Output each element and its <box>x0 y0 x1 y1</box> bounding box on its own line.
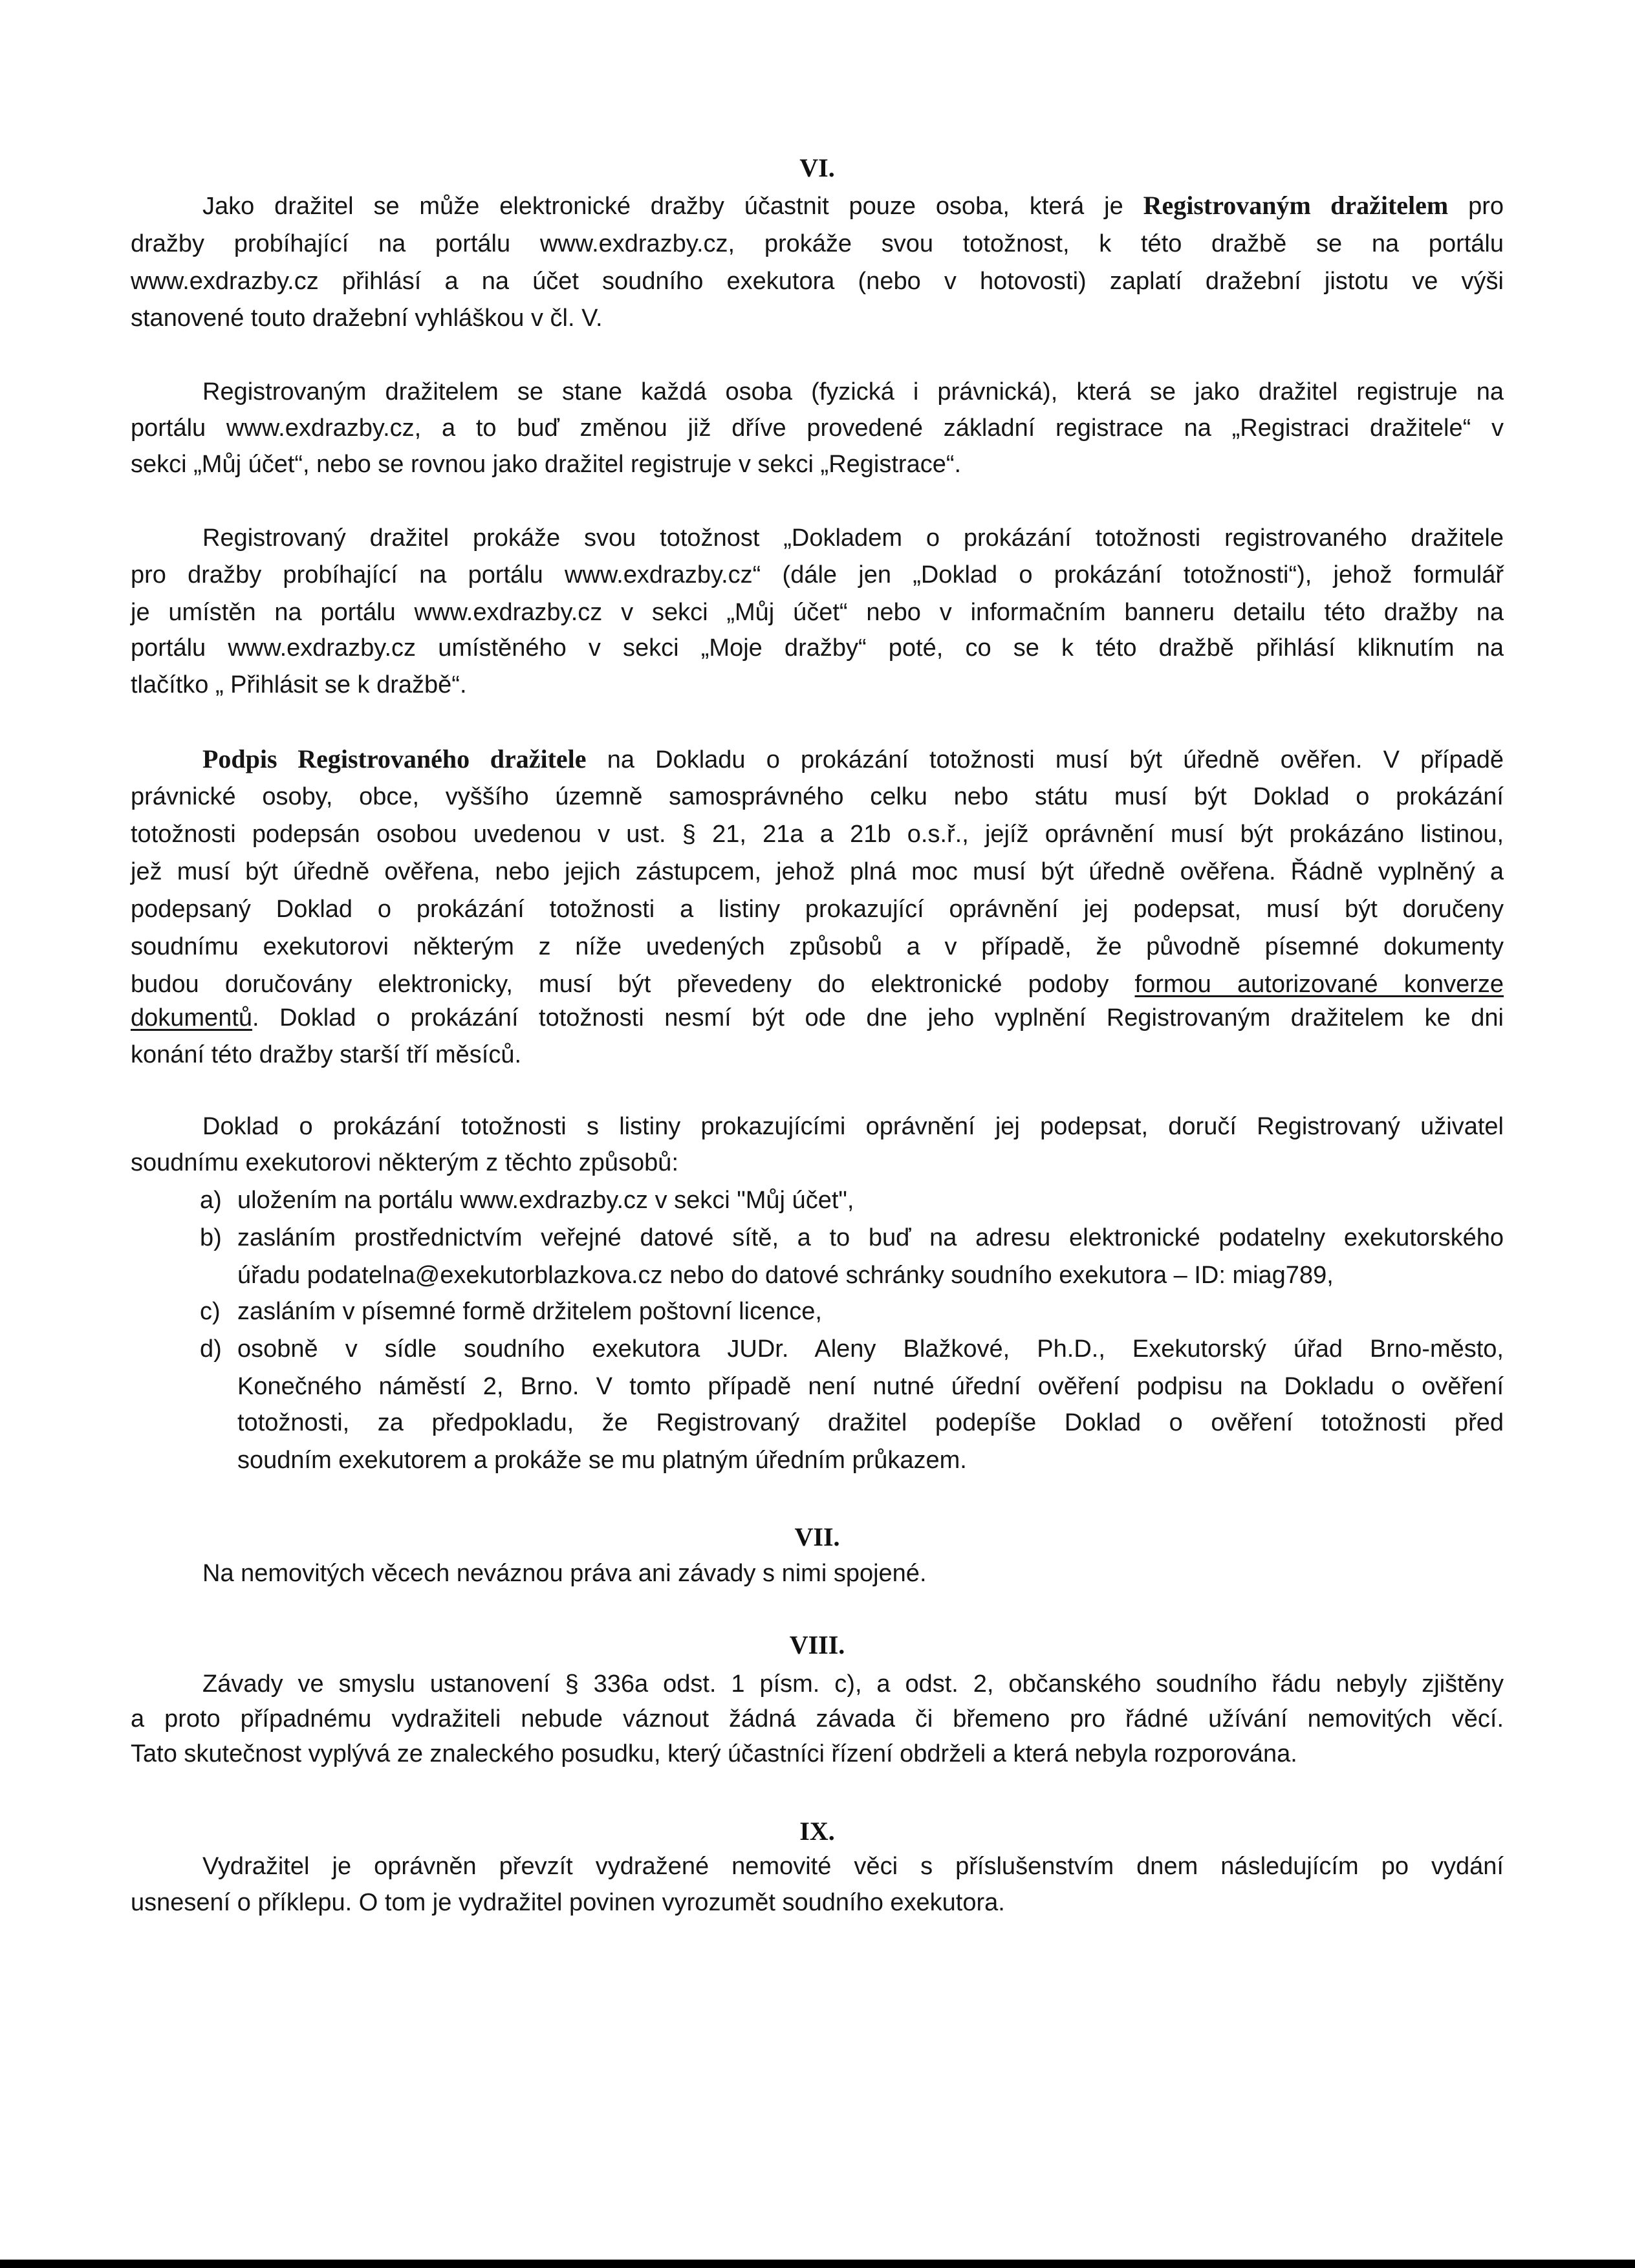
text-line: dokumentů. Doklad o prokázání totožnosti nesmí být ode dne jeho vyplnění Registrovaným dražitelem ke dni <box>131 1004 1504 1031</box>
text-line: pro dražby probíhající na portálu www.exdrazby.cz“ (dále jen „Doklad o prokázání totožnosti“), jehož formulář <box>131 561 1504 589</box>
document-page: VI. Jako dražitel se může elektronické dražby účastnit pouze osoba, která je Registrovaným dražitelem pro dražby probíhající na portálu www.exdrazby.cz, prokáže svou totožnost, k této dražbě se na portálu www.exdrazby.cz přihlásí a na účet soudního exekutora (nebo v hotovosti) zaplatí dražební jistotu ve výši stanovené touto dražební vyhláškou v čl. V. Registrovaným dražitelem se stane každá osoba (fyzická i právnická), která se jako dražitel registruje na portálu www.exdrazby.cz, a to buď změnou již dříve provedené základní registrace na „Registraci dražitele“ v sekci „Můj účet“, nebo se rovnou jako dražitel registruje v sekci „Registrace“. Registrovaný dražitel prokáže svou totožnost „Dokladem o prokázání totožnosti registrovaného dražitele pro dražby probíhající na portálu www.exdrazby.cz“ (dále jen „Doklad o prokázání totožnosti“), jehož formulář je umístěn na portálu www.exdrazby.cz v sekci „Můj účet“ nebo v informačním banneru detailu této dražby na portálu www.exdrazby.cz umístěného v sekci „Moje dražby“ poté, co se k této dražbě přihlásí kliknutím na tlačítko „ Přihlásit se k dražbě“. Podpis Registrovaného dražitele na Dokladu o prokázání totožnosti musí být úředně ověřen. V případě právnické osoby, obce, vyššího územně samosprávného celku nebo státu musí být Doklad o prokázání totožnosti podepsán osobou uvedenou v ust. § 21, 21a a 21b o.s.ř., jejíž oprávnění musí být prokázáno listinou, jež musí být úředně ověřena, nebo jejich zástupcem, jehož plná moc musí být úředně ověřena. Řádně vyplněný a podepsaný Doklad o prokázání totožnosti a listiny prokazující oprávnění jej podepsat, musí být doručeny soudnímu exekutorovi některým z níže uvedených způsobů a v případě, že původně písemné dokumenty budou doručovány elektronicky, musí být převedeny do elektronické podoby formou autorizované konverze dokumentů. Doklad o prokázání totožnosti nesmí být ode dne jeho vyplnění Registrovaným dražitelem ke dni konání této dražby starší tří měsíců. Doklad o prokázání totožnosti s listiny prokazujícími oprávnění jej podepsat, doručí Registrovaný uživatel soudnímu exekutorovi některým z těchto způsobů: a) uložením na portálu www.exdrazby.cz v sekci "Můj účet", b) zasláním prostřednictvím veřejné datové sítě, a to buď na adresu elektronické podatelny exekutorského úřadu podatelna@exekutorblazkova.cz nebo do datové schránky soudního exekutora – ID: miag789, c) zasláním v písemné formě držitelem poštovní licence, d) osobně v sídle soudního exekutora JUDr. Aleny Blažkové, Ph.D., Exekutorský úřad Brno-město, Konečného náměstí 2, Brno. V tomto případě není nutné úřední ověření podpisu na Dokladu o ověření totožnosti, za předpokladu, že Registrovaný dražitel podepíše Doklad o ověření totožnosti před soudním exekutorem a prokáže se mu platným úředním průkazem. VII. Na nemovitých věcech neváznou práva ani závady s nimi spojené. VIII. Závady ve smyslu ustanovení § 336a odst. 1 písm. c), a odst. 2, občanského soudního řádu nebyly zjištěny a proto případnému vydražiteli nebude váznout žádná závada či břemeno pro řádné užívání nemovitých věcí. Tato skutečnost vyplývá ze znaleckého posudku, který účastníci řízení obdrželi a která nebyla rozporována. IX. Vydražitel je oprávněn převzít vydražené nemovité věci s příslušenstvím dnem následujícím po vydání usnesení o příklepu. O tom je vydražitel povinen vyrozumět soudního exekutora. <box>0 0 1635 2268</box>
list-marker: a) <box>200 1187 222 1214</box>
text-line: Vydražitel je oprávněn převzít vydražené nemovité věci s příslušenstvím dnem následujícím po vydání <box>202 1853 1504 1880</box>
text-line: Tato skutečnost vyplývá ze znaleckého posudku, který účastníci řízení obdrželi a která nebyla rozporována. <box>131 1740 1297 1767</box>
text-line: Na nemovitých věcech neváznou práva ani závady s nimi spojené. <box>202 1560 927 1587</box>
list-marker: b) <box>200 1224 222 1251</box>
list-marker: d) <box>200 1335 222 1363</box>
list-marker: c) <box>200 1298 221 1325</box>
text-line: dražby probíhající na portálu www.exdrazby.cz, prokáže svou totožnost, k této dražbě se na portálu <box>131 230 1504 257</box>
text-line: soudnímu exekutorovi některým z těchto způsobů: <box>131 1149 679 1176</box>
text-line: konání této dražby starší tří měsíců. <box>131 1041 522 1068</box>
text-line: www.exdrazby.cz přihlásí a na účet soudního exekutora (nebo v hotovosti) zaplatí dražební jistotu ve výši <box>131 268 1504 295</box>
section-heading-viii: VIII. <box>789 1630 845 1659</box>
text-line: Konečného náměstí 2, Brno. V tomto případě není nutné úřední ověření podpisu na Dokladu o ověření <box>237 1373 1504 1400</box>
text-line: jež musí být úředně ověřena, nebo jejich zástupcem, jehož plná moc musí být úředně ověřena. Řádně vyplněný a <box>131 858 1504 885</box>
bold-term: Registrovaným dražitelem <box>1143 191 1449 220</box>
text-line: Doklad o prokázání totožnosti s listiny prokazujícími oprávnění jej podepsat, doručí Registrovaný uživatel <box>202 1113 1504 1140</box>
text-line: Podpis Registrovaného dražitele na Dokladu o prokázání totožnosti musí být úředně ověřen. V případě <box>202 744 1504 773</box>
section-heading-vi: VI. <box>799 153 835 182</box>
text-line: úřadu podatelna@exekutorblazkova.cz nebo do datové schránky soudního exekutora – ID: miag789, <box>237 1262 1334 1289</box>
text-line: je umístěn na portálu www.exdrazby.cz v sekci „Můj účet“ nebo v informačním banneru detailu této dražby na <box>131 599 1504 626</box>
authorized-conversion-link-cont[interactable]: dokumentů <box>131 1004 253 1031</box>
authorized-conversion-link[interactable]: formou autorizované konverze <box>1134 971 1504 998</box>
section-heading-ix: IX. <box>799 1817 835 1846</box>
text-line: právnické osoby, obce, vyššího územně samosprávného celku nebo státu musí být Doklad o prokázání <box>131 783 1504 810</box>
section-heading-vii: VII. <box>794 1522 840 1551</box>
text-line: Registrovaným dražitelem se stane každá osoba (fyzická i právnická), která se jako dražitel registruje na <box>202 378 1504 405</box>
text-line: a proto případnému vydražiteli nebude váznout žádná závada či břemeno pro řádné užívání nemovitých věcí. <box>131 1705 1504 1733</box>
text-line: soudnímu exekutorovi některým z níže uvedených způsobů a v případě, že původně písemné dokumenty <box>131 933 1504 960</box>
text-line: portálu www.exdrazby.cz, a to buď změnou již dříve provedené základní registrace na „Registraci dražitele“ v <box>131 415 1504 442</box>
text-line: totožnosti, za předpokladu, že Registrovaný dražitel podepíše Doklad o ověření totožnosti před <box>237 1409 1504 1436</box>
text-line: soudním exekutorem a prokáže se mu platným úředním průkazem. <box>237 1447 967 1474</box>
text-line: portálu www.exdrazby.cz umístěného v sekci „Moje dražby“ poté, co se k této dražbě přihlásí kliknutím na <box>131 634 1504 662</box>
bold-term: Podpis Registrovaného dražitele <box>202 744 587 773</box>
text-line: tlačítko „ Přihlásit se k dražbě“. <box>131 671 467 698</box>
text-line: totožnosti podepsán osobou uvedenou v ust. § 21, 21a a 21b o.s.ř., jejíž oprávnění musí být prokázáno listinou, <box>131 821 1504 848</box>
text-line: Registrovaný dražitel prokáže svou totožnost „Dokladem o prokázání totožnosti registrovaného dražitele <box>202 524 1504 552</box>
text-line: usnesení o příklepu. O tom je vydražitel povinen vyrozumět soudního exekutora. <box>131 1889 1005 1916</box>
text-line: Závady ve smyslu ustanovení § 336a odst. 1 písm. c), a odst. 2, občanského soudního řádu nebyly zjištěny <box>202 1670 1504 1698</box>
text-line: stanovené touto dražební vyhláškou v čl. V. <box>131 305 603 332</box>
text-line: budou doručovány elektronicky, musí být převedeny do elektronické podoby formou autorizované konverze <box>131 971 1504 998</box>
text-line: podepsaný Doklad o prokázání totožnosti a listiny prokazující oprávnění jej podepsat, musí být doručeny <box>131 896 1504 923</box>
text-line: Jako dražitel se může elektronické dražby účastnit pouze osoba, která je Registrovaným dražitelem pro <box>202 191 1504 220</box>
text-line: sekci „Můj účet“, nebo se rovnou jako dražitel registruje v sekci „Registrace“. <box>131 451 962 478</box>
scan-bottom-edge <box>0 2260 1635 2268</box>
